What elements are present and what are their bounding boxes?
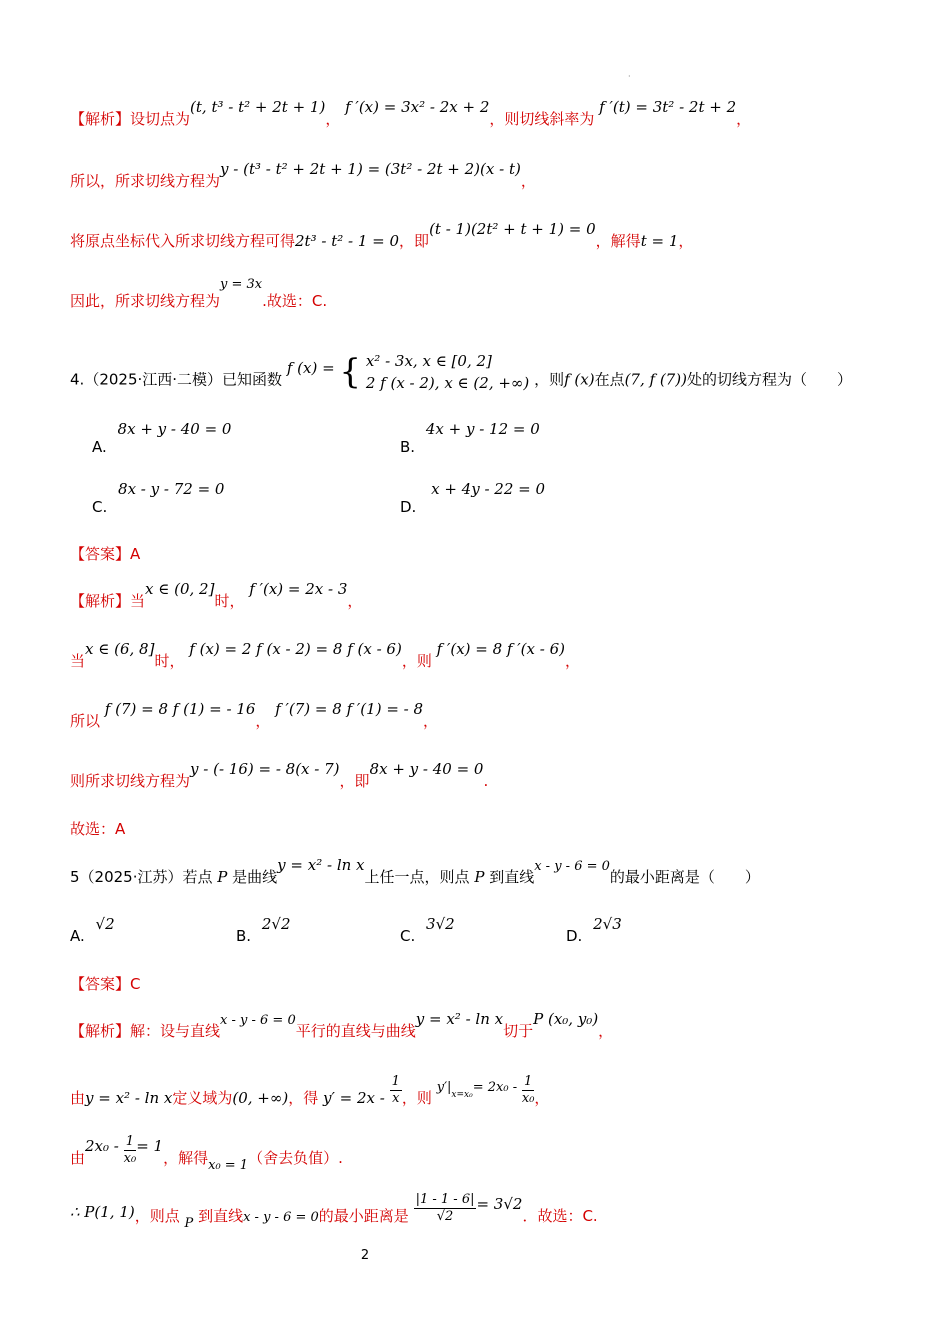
option-c[interactable]	[400, 915, 455, 945]
math-x0: x₀ = 1	[208, 1158, 249, 1173]
math-interval: x ∈ (0, 2]	[145, 580, 215, 598]
denominator: x	[392, 1091, 400, 1106]
math-expr: 2x₀ -	[85, 1137, 119, 1155]
text: ．故选：C.	[522, 1207, 598, 1225]
solution5-line2	[70, 1074, 550, 1115]
text: ，	[255, 712, 271, 730]
math-slope: f ′(t) = 3t² - 2t + 2	[599, 98, 737, 116]
math-fx: f (x) =	[286, 358, 335, 377]
text: ，	[678, 232, 694, 250]
option-a[interactable]	[70, 915, 115, 945]
solution5-line4	[70, 1192, 598, 1233]
option-label: A.	[92, 438, 107, 456]
solution3-line3	[70, 220, 694, 251]
math-result: y = 3x	[220, 277, 263, 292]
option-d[interactable]	[400, 480, 546, 516]
numerator: 1	[124, 1134, 137, 1151]
math-p: P	[474, 868, 485, 886]
option-expr: 2√2	[261, 915, 291, 933]
option-label: D.	[566, 927, 583, 945]
answer4: 【答案】A	[70, 545, 141, 563]
math-derivative: f ′(x) = 2x - 3	[249, 580, 348, 598]
analysis-label: 【解析】	[70, 1022, 131, 1040]
math-interval: x ∈ (6, 8]	[85, 640, 155, 658]
option-expr: 4x + y - 12 = 0	[425, 420, 540, 438]
text: ，则	[534, 370, 565, 389]
option-d[interactable]	[566, 915, 622, 945]
math-tangent-eq: y - (t³ - t² + 2t + 1) = (3t² - 2t + 2)(x - t)	[220, 160, 521, 178]
math-derivative: f ′(x) = 8 f ′(x - 6)	[436, 640, 565, 658]
text: ，得	[288, 1089, 319, 1107]
math-domain: (0, +∞)	[232, 1089, 289, 1107]
text: ，即	[339, 772, 370, 790]
option-expr: 8x + y - 40 = 0	[117, 420, 232, 438]
denominator: √2	[436, 1209, 454, 1224]
math-fx2: f (x)	[564, 370, 595, 389]
math-derivative-at: y′|	[436, 1080, 452, 1095]
text: 解：设与直线	[130, 1022, 221, 1040]
math-curve: y = x² - ln x	[85, 1089, 173, 1107]
math-p: P	[217, 868, 228, 886]
math-line: x - y - 6 = 0	[243, 1210, 319, 1225]
solution5-line1	[70, 1010, 614, 1041]
option-label: C.	[400, 927, 416, 945]
math-point: P (x₀, y₀)	[533, 1010, 599, 1028]
text: 由	[70, 1089, 86, 1107]
option-c[interactable]	[92, 480, 225, 516]
denominator: x₀	[123, 1151, 137, 1166]
text: ，解得	[163, 1149, 209, 1167]
math-factor: (t - 1)(2t² + t + 1) = 0	[429, 220, 596, 238]
page-number: 2	[360, 1248, 370, 1263]
text: 平行的直线与曲线	[295, 1022, 416, 1040]
text: ，则	[401, 652, 432, 670]
math-distance: = 3√2	[476, 1195, 523, 1213]
text: ，	[423, 712, 439, 730]
text: 的最小距离是（ ）	[609, 868, 760, 886]
denominator: x₀	[521, 1091, 535, 1106]
math-tangent-point: (t, t³ - t² + 2t + 1)	[190, 98, 326, 116]
fraction	[414, 1192, 477, 1225]
text: ，即	[399, 232, 430, 250]
option-label: C.	[92, 498, 108, 516]
option-expr: 2√3	[593, 915, 622, 933]
math-curve: y = x² - ln x	[415, 1010, 504, 1028]
solution4-line5: 故选：A	[70, 820, 126, 838]
math-point: ∴ P(1, 1)	[70, 1203, 135, 1221]
question4	[70, 352, 852, 402]
text: ，	[534, 1089, 550, 1107]
subscript: x=x₀	[451, 1090, 473, 1100]
text: 所以，所求切线方程为	[70, 172, 221, 190]
text: 所以	[70, 712, 101, 730]
math-line: x - y - 6 = 0	[220, 1013, 296, 1028]
piecewise-function	[339, 350, 529, 394]
option-b[interactable]	[236, 915, 291, 945]
math-fprime7: f ′(7) = 8 f ′(1) = - 8	[275, 700, 424, 718]
text: 在点	[594, 370, 625, 389]
text: ，则点	[134, 1207, 180, 1225]
math-p: P	[184, 1216, 194, 1231]
question-text: 5（2025·江苏）若点	[70, 868, 213, 886]
text: 切于	[503, 1022, 534, 1040]
option-label: B.	[236, 927, 252, 945]
text: 则所求切线方程为	[70, 772, 191, 790]
solution4-line1	[70, 580, 363, 611]
numerator: 1	[522, 1074, 535, 1091]
option-a[interactable]	[92, 420, 232, 456]
fraction	[390, 1074, 402, 1107]
solution3-line2	[70, 160, 536, 191]
math-t-value: t = 1	[640, 232, 679, 250]
solution5-line3	[70, 1134, 343, 1175]
option-expr: √2	[95, 915, 115, 933]
case-1: x² - 3x, x ∈ [0, 2]	[365, 352, 492, 370]
math-derivative: f ′(x) = 3x² - 2x + 2	[345, 98, 490, 116]
text: ，	[325, 110, 341, 128]
question5	[70, 856, 760, 887]
math-cubic: 2t³ - t² - 1 = 0	[295, 232, 400, 250]
option-b[interactable]	[400, 420, 540, 456]
math-line: x - y - 6 = 0	[534, 859, 610, 874]
text: 因此，所求切线方程为	[70, 292, 221, 310]
numerator: 1	[391, 1074, 400, 1089]
text: 时，	[214, 592, 245, 610]
text: 上任一点，则点	[364, 868, 470, 886]
text: 设切点为	[130, 110, 191, 128]
math-f7: f (7) = 8 f (1) = - 16	[104, 700, 256, 718]
text: 的最小距离是	[318, 1207, 409, 1225]
text: ，则	[401, 1089, 432, 1107]
text: ，则切线斜率为	[489, 110, 595, 128]
text: 由	[70, 1149, 86, 1167]
numerator: |1 - 1 - 6|	[415, 1192, 475, 1207]
text: 到直线	[489, 868, 535, 886]
text: 当	[130, 592, 146, 610]
option-label: D.	[400, 498, 417, 516]
math-curve: y = x² - ln x	[277, 856, 365, 874]
text: 是曲线	[232, 868, 278, 886]
text: ，	[347, 592, 363, 610]
math-derivative: y′ = 2x -	[323, 1089, 385, 1107]
text: 将原点坐标代入所求切线方程可得	[70, 232, 296, 250]
text: .故选：C.	[262, 292, 328, 310]
question-number: 4.	[70, 370, 85, 389]
text: 到直线	[198, 1207, 244, 1225]
text: ，	[564, 652, 580, 670]
text: 当	[70, 652, 86, 670]
text: ，	[736, 110, 752, 128]
text: 定义域为	[172, 1089, 233, 1107]
brace: {	[339, 352, 362, 392]
text: 时，	[154, 652, 185, 670]
analysis-label: 【解析】	[70, 592, 131, 610]
option-expr: 3√2	[426, 915, 455, 933]
solution4-line3	[70, 700, 439, 731]
option-expr: 8x - y - 72 = 0	[118, 480, 225, 498]
solution4-line2	[70, 640, 580, 671]
math-recursion: f (x) = 2 f (x - 2) = 8 f (x - 6)	[189, 640, 402, 658]
option-label: B.	[400, 438, 416, 456]
text: ，	[520, 172, 536, 190]
text: .	[483, 772, 489, 790]
math-expr: = 2x₀ -	[472, 1080, 518, 1095]
answer5: 【答案】C	[70, 975, 141, 993]
solution3-line1	[70, 98, 752, 129]
solution4-line4	[70, 760, 489, 791]
math-expr: = 1	[136, 1137, 164, 1155]
option-expr: x + 4y - 22 = 0	[431, 480, 546, 498]
math-tangent-eq: y - (- 16) = - 8(x - 7)	[190, 760, 340, 778]
text: ，	[598, 1022, 614, 1040]
math-point: (7, f (7))	[624, 370, 687, 389]
option-label: A.	[70, 927, 85, 945]
analysis-label: 【解析】	[70, 110, 131, 128]
text: （舍去负值）.	[248, 1149, 343, 1167]
question-text: （2025·江西·二模）已知函数	[84, 370, 283, 389]
text: ，解得	[595, 232, 641, 250]
fraction	[124, 1134, 137, 1167]
solution3-line4	[70, 277, 328, 311]
math-result: 8x + y - 40 = 0	[369, 760, 484, 778]
case-2: 2 f (x - 2), x ∈ (2, +∞)	[365, 374, 530, 392]
stray-dot: ·	[628, 72, 631, 81]
text: 处的切线方程为（ ）	[686, 370, 852, 389]
fraction	[522, 1074, 535, 1107]
